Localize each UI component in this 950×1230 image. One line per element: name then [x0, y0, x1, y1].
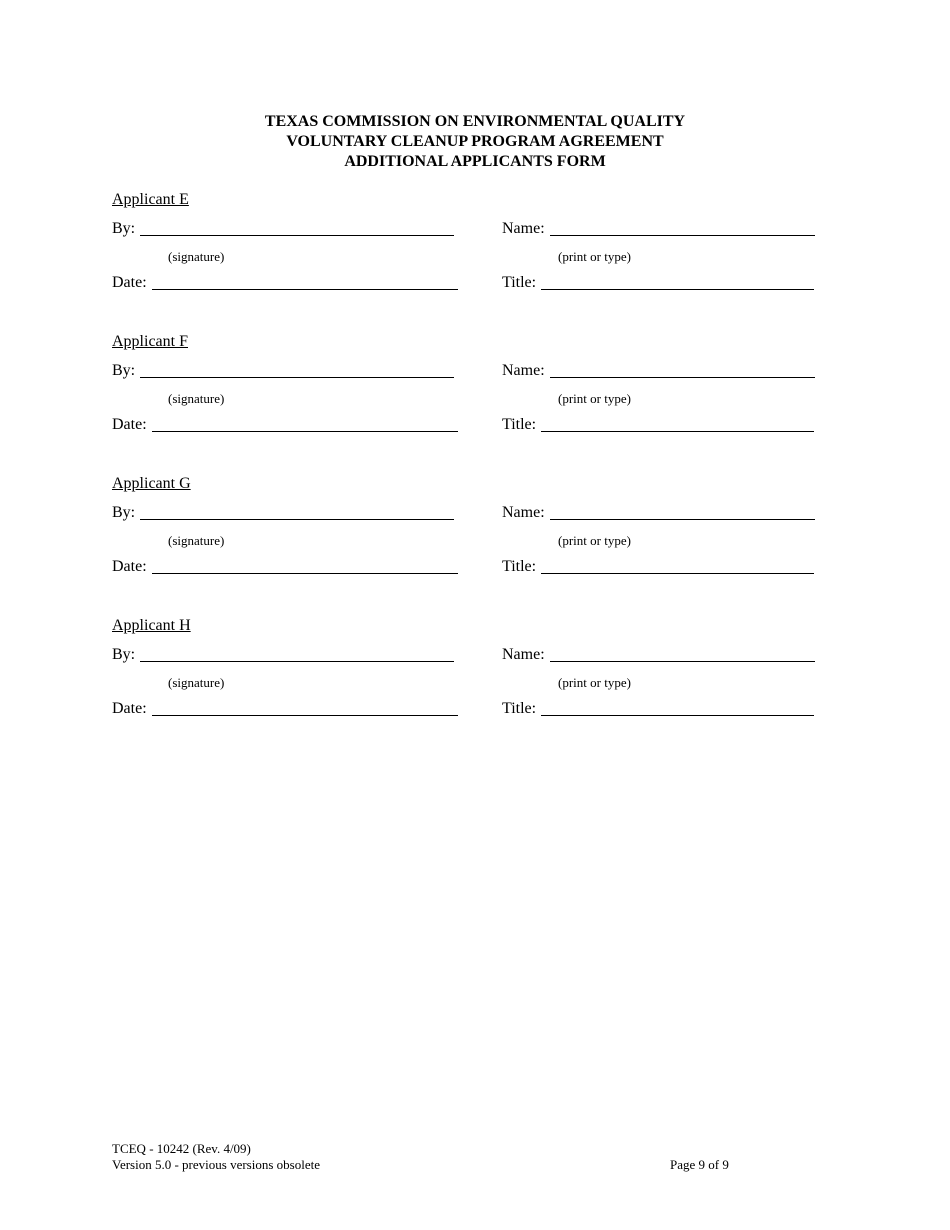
title-field[interactable]: [502, 700, 814, 718]
title-line[interactable]: [541, 418, 814, 432]
title-label: Title:: [502, 558, 537, 575]
title-line[interactable]: [541, 276, 814, 290]
date-field[interactable]: [112, 416, 458, 434]
title-field[interactable]: [502, 274, 814, 292]
name-label: Name:: [502, 504, 545, 521]
date-label: Date:: [112, 558, 147, 575]
title-line[interactable]: [541, 560, 814, 574]
header-agency: TEXAS COMMISSION ON ENVIRONMENTAL QUALITY: [264, 113, 686, 130]
print-caption: (print or type): [558, 675, 631, 690]
title-label: Title:: [502, 416, 537, 433]
footer-form-info: [112, 1141, 320, 1173]
by-label: By:: [112, 220, 136, 237]
title-field[interactable]: [502, 558, 814, 576]
page-number: Page 9 of 9: [670, 1157, 729, 1172]
signature-line[interactable]: [140, 506, 454, 520]
date-field[interactable]: [112, 558, 458, 576]
print-caption: (print or type): [558, 533, 631, 548]
signature-line[interactable]: [140, 364, 454, 378]
applicant-title: Applicant H: [112, 617, 191, 634]
signature-caption: (signature): [168, 533, 225, 548]
name-label: Name:: [502, 220, 545, 237]
footer-version: Version 5.0 - previous versions obsolete: [112, 1157, 320, 1172]
print-caption: (print or type): [558, 391, 631, 406]
print-caption: (print or type): [558, 249, 631, 264]
signature-line[interactable]: [140, 648, 454, 662]
date-label: Date:: [112, 700, 147, 717]
name-line[interactable]: [550, 506, 815, 520]
by-signature-field[interactable]: [112, 362, 454, 380]
date-line[interactable]: [152, 276, 458, 290]
applicant-block-h: [112, 617, 832, 747]
signature-line[interactable]: [140, 222, 454, 236]
title-label: Title:: [502, 274, 537, 291]
applicant-block-f: [112, 333, 832, 463]
name-field[interactable]: [502, 220, 815, 238]
applicant-block-g: [112, 475, 832, 605]
date-label: Date:: [112, 274, 147, 291]
date-line[interactable]: [152, 418, 458, 432]
name-field[interactable]: [502, 362, 815, 380]
signature-caption: (signature): [168, 249, 225, 264]
title-field[interactable]: [502, 416, 814, 434]
footer-form-id: TCEQ - 10242 (Rev. 4/09): [112, 1141, 251, 1156]
date-field[interactable]: [112, 274, 458, 292]
by-signature-field[interactable]: [112, 504, 454, 522]
applicant-block-e: [112, 191, 832, 321]
name-line[interactable]: [550, 222, 815, 236]
by-label: By:: [112, 646, 136, 663]
applicant-title: Applicant F: [112, 333, 188, 350]
header-program: VOLUNTARY CLEANUP PROGRAM AGREEMENT: [286, 133, 664, 150]
document-header: [0, 112, 950, 172]
signature-caption: (signature): [168, 675, 225, 690]
date-line[interactable]: [152, 702, 458, 716]
name-label: Name:: [502, 646, 545, 663]
applicant-title: Applicant G: [112, 475, 191, 492]
name-field[interactable]: [502, 504, 815, 522]
name-line[interactable]: [550, 364, 815, 378]
name-label: Name:: [502, 362, 545, 379]
applicant-title: Applicant E: [112, 191, 189, 208]
date-line[interactable]: [152, 560, 458, 574]
by-label: By:: [112, 362, 136, 379]
by-label: By:: [112, 504, 136, 521]
signature-caption: (signature): [168, 391, 225, 406]
title-label: Title:: [502, 700, 537, 717]
name-field[interactable]: [502, 646, 815, 664]
title-line[interactable]: [541, 702, 814, 716]
date-field[interactable]: [112, 700, 458, 718]
date-label: Date:: [112, 416, 147, 433]
name-line[interactable]: [550, 648, 815, 662]
by-signature-field[interactable]: [112, 220, 454, 238]
by-signature-field[interactable]: [112, 646, 454, 664]
header-form-title: ADDITIONAL APPLICANTS FORM: [344, 153, 606, 170]
